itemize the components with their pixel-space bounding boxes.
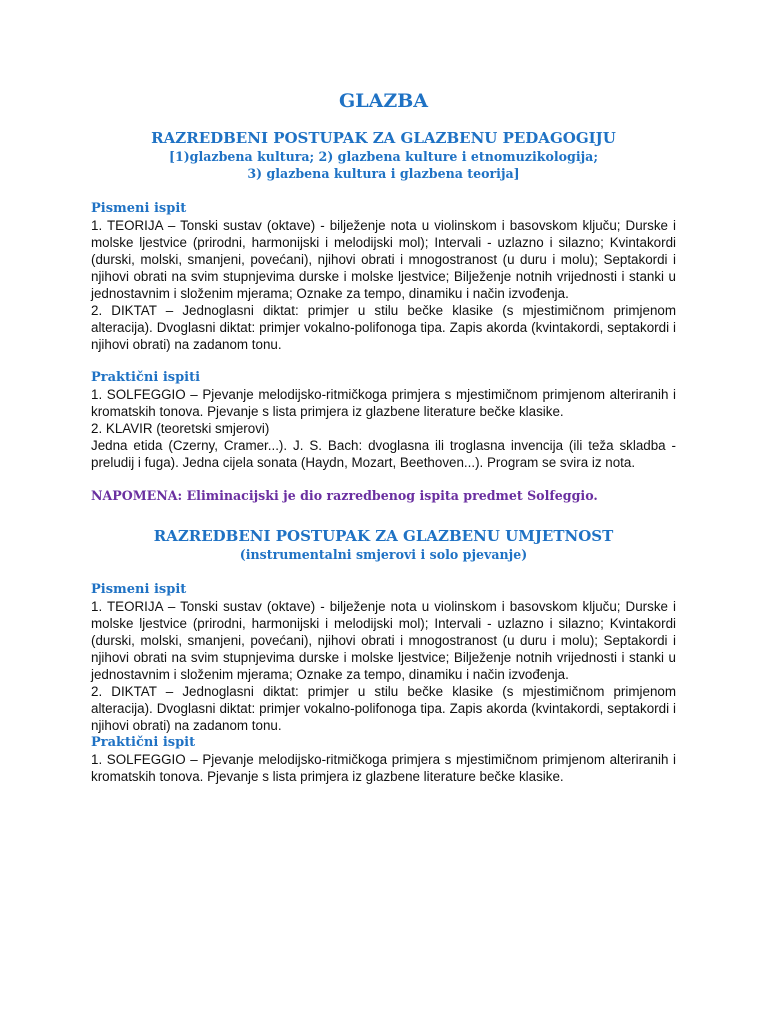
- teorija-paragraph: 1. TEORIJA – Tonski sustav (oktave) - bilježenje nota u violinskom i basovskom ključu; Durske i molske ljestvice (prirodni, harmonijski i melodijski mol); Intervali - uzlazno i silazno; Kvintakordi (durski, molski, smanjeni, povećani), njihovi obrati i mnogostranost (u duru i molu); Septakordi i njihovi obrati na svim stupnjevima durske i molske ljestvice; Bilježenje notnih vrijednosti i stanki u jednostavnim i složenim mjerama; Oznake za tempo, dinamiku i način izvođenja.: [91, 599, 676, 682]
- section-subtitle-umjetnost: (instrumentalni smjerovi i solo pjevanje): [239, 547, 528, 562]
- section-subtitle-line2: 3) glazbena kultura i glazbena teorija]: [247, 166, 520, 181]
- section-title-pedagogija: RAZREDBENI POSTUPAK ZA GLAZBENU PEDAGOGIJU: [151, 129, 616, 147]
- klavir-title: 2. KLAVIR (teoretski smjerovi): [91, 421, 270, 436]
- section-umjetnost: [91, 526, 676, 785]
- document-content: [91, 90, 676, 785]
- teorija-paragraph: 1. TEORIJA – Tonski sustav (oktave) - bilježenje nota u violinskom i basovskom ključu; Durske i molske ljestvice (prirodni, harmonijski i melodijski mol); Intervali - uzlazno i silazno; Kvintakordi (durski, molski, smanjeni, povećani), njihovi obrati i mnogostranost (u duru i molu); Septakordi i njihovi obrati na svim stupnjevima durske i molske ljestvice; Bilježenje notnih vrijednosti i stanki u jednostavnim i složenim mjerama; Oznake za tempo, dinamiku i način izvođenja.: [91, 218, 676, 301]
- klavir-paragraph: Jedna etida (Czerny, Cramer...). J. S. Bach: dvoglasna ili troglasna invencija (ili teža skladba - preludij i fuga). Jedna cijela sonata (Haydn, Mozart, Beethoven...). Program se svira iz nota.: [91, 438, 676, 470]
- diktat-paragraph: 2. DIKTAT – Jednoglasni diktat: primjer u stilu bečke klasike (s mjestimičnom primjenom alteracija). Dvoglasni diktat: primjer vokalno-polifonoga tipa. Zapis akorda (kvintakordi, septakordi i njihovi obrati) na zadanom tonu.: [91, 684, 676, 733]
- section-subtitle-line1: [1)glazbena kultura; 2) glazbena kulture i etnomuzikologija;: [168, 149, 598, 164]
- written-exam-heading: Pismeni ispit: [91, 201, 187, 216]
- solfeggio-paragraph: 1. SOLFEGGIO – Pjevanje melodijsko-ritmičkoga primjera s mjestimičnom primjenom alteriranih i kromatskih tonova. Pjevanje s lista primjera iz glazbene literature bečke klasike.: [91, 387, 676, 419]
- practical-exams-heading: Praktični ispiti: [91, 370, 201, 385]
- section-title-umjetnost: RAZREDBENI POSTUPAK ZA GLAZBENU UMJETNOST: [153, 527, 614, 545]
- section-pedagogija: [91, 128, 676, 504]
- solfeggio-paragraph: 1. SOLFEGGIO – Pjevanje melodijsko-ritmičkoga primjera s mjestimičnom primjenom alteriranih i kromatskih tonova. Pjevanje s lista primjera iz glazbene literature bečke klasike.: [91, 752, 676, 784]
- page-title: GLAZBA: [339, 90, 428, 112]
- eliminacija-note: NAPOMENA: Eliminacijski je dio razredbenog ispita predmet Solfeggio.: [91, 488, 598, 503]
- practical-exam-heading: Praktični ispit: [91, 735, 196, 750]
- diktat-paragraph: 2. DIKTAT – Jednoglasni diktat: primjer u stilu bečke klasike (s mjestimičnom primjenom alteracija). Dvoglasni diktat: primjer vokalno-polifonoga tipa. Zapis akorda (kvintakordi, septakordi i njihovi obrati) na zadanom tonu.: [91, 303, 676, 352]
- written-exam-heading: Pismeni ispit: [91, 582, 187, 597]
